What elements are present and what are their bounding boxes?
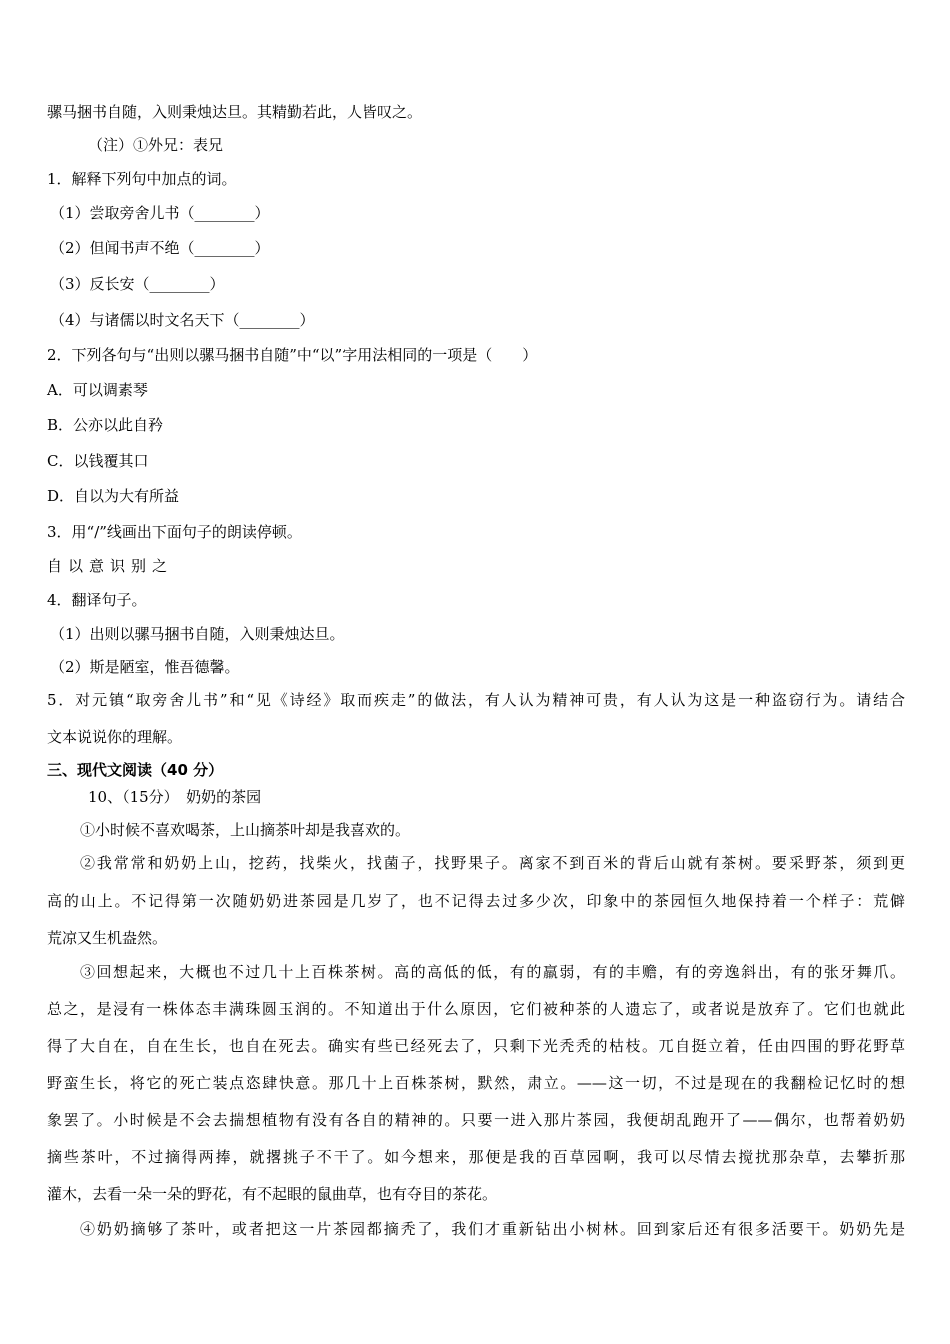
question-2-stem: 2．下列各句与“出则以骡马捆书自随”中“以”字用法相同的一项是（ ）	[47, 346, 538, 364]
q10-title: 10、（15分） 奶奶的茶园	[88, 788, 262, 806]
paragraph-1-line: ①小时候不喜欢喝茶，上山摘茶叶却是我喜欢的。	[80, 821, 411, 839]
section-3-heading: 三、现代文阅读（40 分）	[47, 761, 224, 779]
question-2-option-d: D．自以为大有所益	[47, 487, 180, 505]
paragraph-3-line: 灌木，去看一朵一朵的野花，有不起眼的鼠曲草，也有夺目的茶花。	[47, 1185, 498, 1203]
question-5-line: 文本说说你的理解。	[47, 728, 183, 746]
paragraph-3-line: 总之，是浸有一株体态丰满珠圆玉润的。不知道出于什么原因，它们被种茶的人遗忘了，或者说是放弃了。它们也就此	[47, 1000, 905, 1018]
question-4-item: （2）斯是陋室，惟吾德馨。	[50, 658, 240, 676]
question-2-option-b: B．公亦以此自矜	[47, 416, 164, 434]
question-3-sentence: 自以意识别之	[47, 557, 174, 575]
paragraph-3-line: ③回想起来，大概也不过几十上百株茶树。高的高低的低，有的羸弱，有的丰赡，有的旁逸斜出，有的张牙舞爪。	[80, 963, 905, 981]
question-1-stem: 1．解释下列句中加点的词。	[47, 170, 237, 188]
question-4-stem: 4．翻译句子。	[47, 591, 147, 609]
paragraph-4-line: ④奶奶摘够了茶叶，或者把这一片茶园都摘秃了，我们才重新钻出小树林。回到家后还有很多活要干。奶奶先是	[80, 1220, 905, 1238]
question-1-item: （4）与诸儒以时文名天下（________）	[50, 311, 315, 329]
question-3-stem: 3．用“/”线画出下面句子的朗读停顿。	[47, 523, 302, 541]
question-2-option-c: C．以钱覆其口	[47, 452, 149, 470]
question-1-item: （1）尝取旁舍儿书（________）	[50, 204, 270, 222]
question-5-line: 5．对元镇“取旁舍儿书”和“见《诗经》取而疾走”的做法，有人认为精神可贵，有人认为这是一种盗窃行为。请结合	[47, 691, 905, 709]
paragraph-3-line: 象罢了。小时候是不会去揣想植物有没有各自的精神的。只要一进入那片茶园，我便胡乱跑开了——偶尔，也帮着奶奶	[47, 1111, 905, 1129]
paragraph-2-line: 荒凉又生机盎然。	[47, 929, 168, 947]
question-2-option-a: A．可以调素琴	[47, 381, 148, 399]
annotation-note: （注）①外兄：表兄	[88, 136, 224, 154]
question-1-item: （2）但闻书声不绝（________）	[50, 239, 270, 257]
paragraph-3-line: 摘些茶叶，不过摘得两捧，就撂挑子不干了。如今想来，那便是我的百草园啊，我可以尽情去搅扰那杂草，去攀折那	[47, 1148, 905, 1166]
question-1-item: （3）反长安（________）	[50, 275, 225, 293]
passage-ending: 骡马捆书自随，入则秉烛达旦。其精勤若此，人皆叹之。	[47, 103, 423, 121]
paragraph-2-line: ②我常常和奶奶上山，挖药，找柴火，找菌子，找野果子。离家不到百米的背后山就有茶树。要采野茶，须到更	[80, 854, 905, 872]
paragraph-2-line: 高的山上。不记得第一次随奶奶进茶园是几岁了，也不记得去过多少次，印象中的茶园恒久地保持着一个样子：荒僻	[47, 892, 905, 910]
paragraph-3-line: 野蛮生长，将它的死亡装点恣肆快意。那几十上百株茶树，默然，肃立。——这一切，不过是现在的我翻检记忆时的想	[47, 1074, 905, 1092]
paragraph-3-line: 得了大自在，自在生长，也自在死去。确实有些已经死去了，只剩下光秃秃的枯枝。兀自挺立着，任由四围的野花野草	[47, 1037, 905, 1055]
question-4-item: （1）出则以骡马捆书自随，入则秉烛达旦。	[50, 625, 345, 643]
